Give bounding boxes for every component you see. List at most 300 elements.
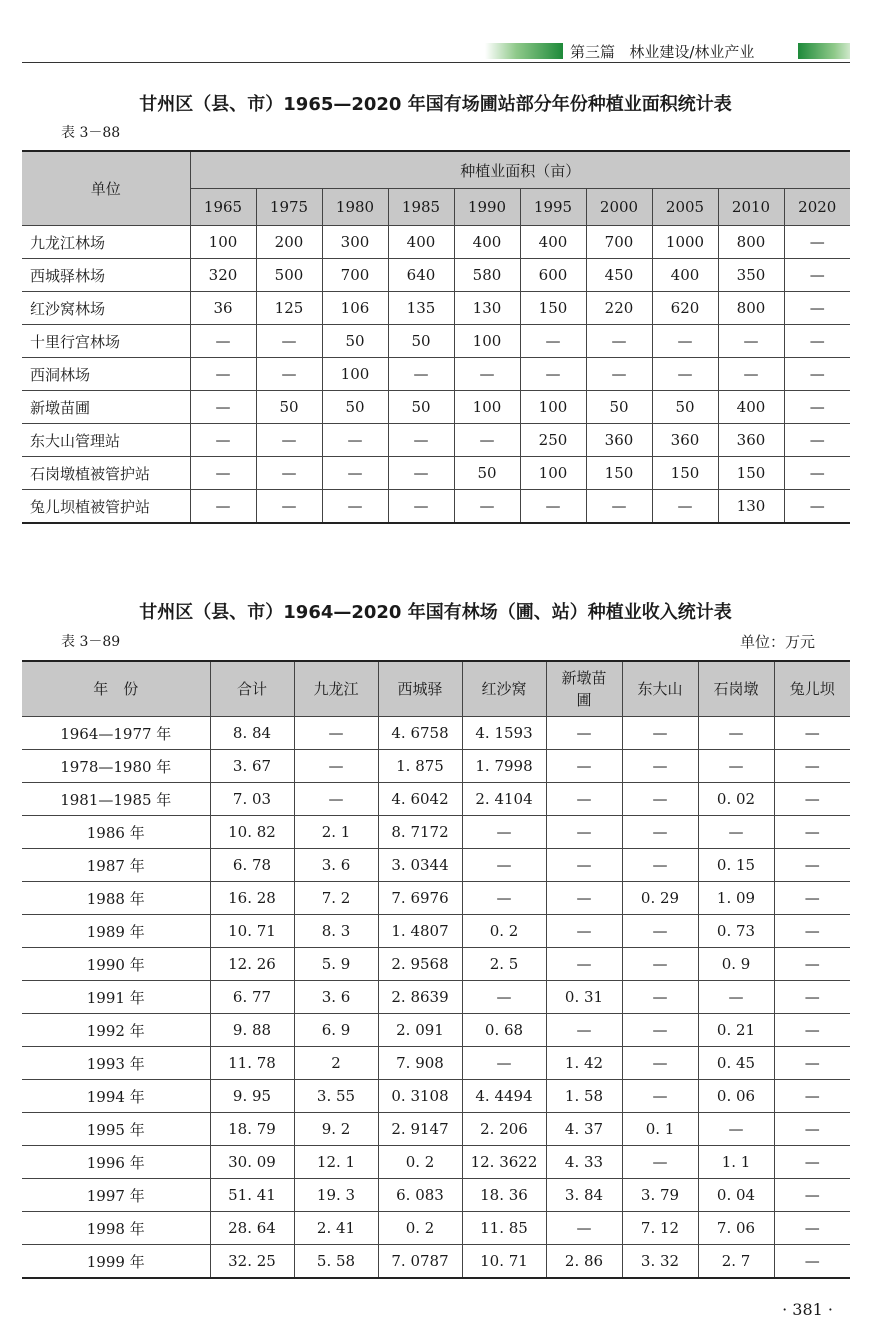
table2-row <box>22 1179 850 1212</box>
table1-value-cell: — <box>718 358 784 391</box>
table1-year-header: 2005 <box>652 189 718 226</box>
table1-value-cell: — <box>322 490 388 524</box>
table1-year-header: 2010 <box>718 189 784 226</box>
table2-row <box>22 1014 850 1047</box>
table1-value-cell: 100 <box>520 391 586 424</box>
table1-value-cell: 300 <box>322 226 388 259</box>
table1-year-header: 1980 <box>322 189 388 226</box>
page-number: · 381 · <box>782 1300 833 1319</box>
table2-value-cell: — <box>774 1047 850 1080</box>
table1-value-cell: 500 <box>256 259 322 292</box>
table2-value-cell: 30. 09 <box>210 1146 294 1179</box>
table1-value-cell: 130 <box>718 490 784 524</box>
table2-value-cell: — <box>546 717 622 750</box>
table2-value-cell: 5. 9 <box>294 948 378 981</box>
table2-value-cell: 6. 78 <box>210 849 294 882</box>
table2-value-cell: — <box>546 1014 622 1047</box>
table2-value-cell: — <box>698 816 774 849</box>
table2-value-cell: — <box>622 1047 698 1080</box>
table1-value-cell: 100 <box>520 457 586 490</box>
table1-value-cell: 620 <box>652 292 718 325</box>
table1-unit-cell: 西洞林场 <box>22 358 190 391</box>
table2-value-cell: 0. 1 <box>622 1113 698 1146</box>
table2-value-cell: — <box>698 717 774 750</box>
table1-value-cell: 100 <box>454 325 520 358</box>
table1-value-cell: 50 <box>388 391 454 424</box>
table2-value-cell: 2. 86 <box>546 1245 622 1279</box>
table2-value-cell: — <box>462 981 546 1014</box>
table1-group-header: 种植业面积（亩） <box>190 151 850 189</box>
table1-value-cell: 50 <box>388 325 454 358</box>
table2-year-cell: 1999 年 <box>22 1245 210 1279</box>
table2-row <box>22 1146 850 1179</box>
table2-title: 甘州区（县、市）1964—2020 年国有林场（圃、站）种植业收入统计表 <box>139 602 732 623</box>
table1-value-cell: 400 <box>520 226 586 259</box>
table2-column-header: 东大山 <box>622 661 698 717</box>
table2-value-cell: — <box>622 750 698 783</box>
table1-value-cell: 125 <box>256 292 322 325</box>
table2-row <box>22 882 850 915</box>
table2-value-cell: 0. 73 <box>698 915 774 948</box>
table1-value-cell: — <box>388 358 454 391</box>
table2-year-cell: 1964—1977 年 <box>22 717 210 750</box>
table1-value-cell: 100 <box>322 358 388 391</box>
table2-row <box>22 948 850 981</box>
table2-value-cell: 11. 85 <box>462 1212 546 1245</box>
table2-value-cell: 0. 2 <box>378 1146 462 1179</box>
table2-column-header: 合计 <box>210 661 294 717</box>
table1-value-cell: 50 <box>322 391 388 424</box>
table1-value-cell: — <box>190 490 256 524</box>
table1-year-header: 1990 <box>454 189 520 226</box>
table1-value-cell: 640 <box>388 259 454 292</box>
table1-value-cell: 400 <box>388 226 454 259</box>
table2-value-cell: 7. 12 <box>622 1212 698 1245</box>
table2-value-cell: — <box>622 1014 698 1047</box>
table2-value-cell: 1. 58 <box>546 1080 622 1113</box>
table1-row <box>22 490 850 524</box>
table1-value-cell: — <box>190 391 256 424</box>
page-header <box>22 40 850 62</box>
table2-year-cell: 1988 年 <box>22 882 210 915</box>
table2-value-cell: 7. 06 <box>698 1212 774 1245</box>
table2-column-header: 石岗墩 <box>698 661 774 717</box>
table1-unit-header: 单位 <box>22 151 190 226</box>
table2-value-cell: — <box>546 849 622 882</box>
table2-value-cell: 0. 31 <box>546 981 622 1014</box>
table2-value-cell: — <box>774 882 850 915</box>
table1-value-cell: — <box>388 490 454 524</box>
table1-value-cell: 400 <box>454 226 520 259</box>
table1-value-cell: 106 <box>322 292 388 325</box>
table1-year-header: 2020 <box>784 189 850 226</box>
table2-value-cell: — <box>622 1080 698 1113</box>
table2-value-cell: 5. 58 <box>294 1245 378 1279</box>
table2-value-cell: — <box>622 948 698 981</box>
table2-year-cell: 1992 年 <box>22 1014 210 1047</box>
table2-value-cell: 3. 6 <box>294 981 378 1014</box>
table1-unit-cell: 十里行宫林场 <box>22 325 190 358</box>
table2-value-cell: 2. 7 <box>698 1245 774 1279</box>
table2-value-cell: — <box>774 1146 850 1179</box>
table1-value-cell: — <box>454 490 520 524</box>
table1-value-cell: 50 <box>652 391 718 424</box>
table1-row <box>22 259 850 292</box>
table2-value-cell: 7. 908 <box>378 1047 462 1080</box>
table2-value-cell: 9. 88 <box>210 1014 294 1047</box>
table2-value-cell: 10. 71 <box>462 1245 546 1279</box>
table1-year-header: 1995 <box>520 189 586 226</box>
table2-year-cell: 1994 年 <box>22 1080 210 1113</box>
table1-value-cell: 360 <box>586 424 652 457</box>
table1-value-cell: — <box>520 490 586 524</box>
table2-column-header: 九龙江 <box>294 661 378 717</box>
table2-value-cell: — <box>294 717 378 750</box>
table1-unit-cell: 新墩苗圃 <box>22 391 190 424</box>
table1-value-cell: — <box>322 424 388 457</box>
table2-value-cell: 2. 206 <box>462 1113 546 1146</box>
table1-title: 甘州区（县、市）1965—2020 年国有场圃站部分年份种植业面积统计表 <box>139 94 732 115</box>
table2-value-cell: — <box>774 915 850 948</box>
table2-value-cell: — <box>774 1014 850 1047</box>
table1-year-header: 1975 <box>256 189 322 226</box>
table2-row <box>22 1245 850 1279</box>
table1-value-cell: — <box>520 325 586 358</box>
table2-value-cell: 16. 28 <box>210 882 294 915</box>
table2-value-cell: — <box>546 750 622 783</box>
table1-unit-cell: 西城驿林场 <box>22 259 190 292</box>
table2-row <box>22 1047 850 1080</box>
table2-value-cell: 8. 7172 <box>378 816 462 849</box>
header-green-bar-left <box>485 43 563 59</box>
table2-year-cell: 1991 年 <box>22 981 210 1014</box>
table2-value-cell: 2. 9147 <box>378 1113 462 1146</box>
table1-value-cell: 36 <box>190 292 256 325</box>
table1-row <box>22 457 850 490</box>
table2-value-cell: 10. 71 <box>210 915 294 948</box>
table2-value-cell: 0. 2 <box>462 915 546 948</box>
table1-value-cell: — <box>454 424 520 457</box>
table2-planting-income <box>22 660 850 1279</box>
table1-value-cell: 700 <box>586 226 652 259</box>
header-rule <box>22 62 850 63</box>
table2-value-cell: — <box>622 816 698 849</box>
table2-value-cell: — <box>546 1212 622 1245</box>
table2-value-cell: 2 <box>294 1047 378 1080</box>
table2-value-cell: 8. 84 <box>210 717 294 750</box>
table2-value-cell: — <box>546 816 622 849</box>
table2-value-cell: 19. 3 <box>294 1179 378 1212</box>
table1-year-header: 1985 <box>388 189 454 226</box>
table2-column-header: 年 份 <box>22 661 210 717</box>
table2-value-cell: — <box>294 750 378 783</box>
table2-value-cell: — <box>622 717 698 750</box>
table1-value-cell: 220 <box>586 292 652 325</box>
table2-row <box>22 915 850 948</box>
table2-value-cell: — <box>774 750 850 783</box>
table1-value-cell: — <box>784 424 850 457</box>
table2-column-header: 红沙窝 <box>462 661 546 717</box>
table1-value-cell: — <box>784 226 850 259</box>
table2-value-cell: 2. 41 <box>294 1212 378 1245</box>
table2-value-cell: 6. 083 <box>378 1179 462 1212</box>
table2-row <box>22 816 850 849</box>
table1-value-cell: 50 <box>322 325 388 358</box>
table2-value-cell: 0. 68 <box>462 1014 546 1047</box>
table2-year-cell: 1996 年 <box>22 1146 210 1179</box>
table2-value-cell: — <box>622 981 698 1014</box>
table2-value-cell: 3. 0344 <box>378 849 462 882</box>
table2-value-cell: — <box>462 1047 546 1080</box>
table1-value-cell: — <box>190 424 256 457</box>
table1-value-cell: — <box>256 457 322 490</box>
table2-value-cell: 11. 78 <box>210 1047 294 1080</box>
table2-value-cell: 3. 79 <box>622 1179 698 1212</box>
table2-value-cell: 3. 67 <box>210 750 294 783</box>
table2-value-cell: 3. 84 <box>546 1179 622 1212</box>
table1-value-cell: — <box>190 358 256 391</box>
header-text <box>570 41 754 62</box>
table2-value-cell: 3. 6 <box>294 849 378 882</box>
table1-year-header: 2000 <box>586 189 652 226</box>
table1-unit-cell: 东大山管理站 <box>22 424 190 457</box>
table1-value-cell: 100 <box>454 391 520 424</box>
table2-value-cell: 2. 4104 <box>462 783 546 816</box>
table2-value-cell: — <box>462 849 546 882</box>
table1-row <box>22 424 850 457</box>
table2-row <box>22 1080 850 1113</box>
table2-value-cell: 1. 875 <box>378 750 462 783</box>
table1-value-cell: — <box>190 457 256 490</box>
table2-row <box>22 981 850 1014</box>
table2-year-cell: 1978—1980 年 <box>22 750 210 783</box>
table2-row <box>22 717 850 750</box>
table2-value-cell: — <box>774 981 850 1014</box>
table2-value-cell: 7. 2 <box>294 882 378 915</box>
table2-number: 表 3－89 <box>61 634 121 650</box>
table2-value-cell: 32. 25 <box>210 1245 294 1279</box>
table1-value-cell: — <box>256 358 322 391</box>
table1-value-cell: 800 <box>718 292 784 325</box>
table2-value-cell: — <box>774 1245 850 1279</box>
table1-value-cell: 50 <box>256 391 322 424</box>
table2-value-cell: 0. 3108 <box>378 1080 462 1113</box>
table1-value-cell: — <box>784 292 850 325</box>
table2-value-cell: 2. 091 <box>378 1014 462 1047</box>
table1-value-cell: — <box>586 490 652 524</box>
table1-value-cell: — <box>784 490 850 524</box>
table1-value-cell: — <box>784 259 850 292</box>
table2-value-cell: 3. 32 <box>622 1245 698 1279</box>
table2-value-cell: — <box>698 1113 774 1146</box>
table1-value-cell: — <box>586 325 652 358</box>
table2-value-cell: 1. 4807 <box>378 915 462 948</box>
table1-value-cell: 50 <box>586 391 652 424</box>
table2-value-cell: 0. 02 <box>698 783 774 816</box>
table1-value-cell: 360 <box>652 424 718 457</box>
table2-value-cell: 0. 2 <box>378 1212 462 1245</box>
table2-year-cell: 1990 年 <box>22 948 210 981</box>
table2-value-cell: — <box>294 783 378 816</box>
table2-value-cell: 4. 4494 <box>462 1080 546 1113</box>
table1-value-cell: — <box>784 358 850 391</box>
table2-unit-label: 单位：万元 <box>739 633 815 651</box>
table1-row <box>22 292 850 325</box>
table1-unit-cell: 九龙江林场 <box>22 226 190 259</box>
table2-year-cell: 1993 年 <box>22 1047 210 1080</box>
table1-row <box>22 325 850 358</box>
table2-value-cell: 18. 36 <box>462 1179 546 1212</box>
table1-value-cell: 250 <box>520 424 586 457</box>
table1-value-cell: — <box>256 490 322 524</box>
table2-value-cell: — <box>622 915 698 948</box>
table1-value-cell: — <box>784 457 850 490</box>
table2-value-cell: — <box>546 948 622 981</box>
table2-value-cell: 1. 1 <box>698 1146 774 1179</box>
table1-unit-cell: 兔儿坝植被管护站 <box>22 490 190 524</box>
table1-value-cell: — <box>652 490 718 524</box>
table1-value-cell: — <box>454 358 520 391</box>
table1-value-cell: 50 <box>454 457 520 490</box>
table1-value-cell: 1000 <box>652 226 718 259</box>
table2-value-cell: 6. 77 <box>210 981 294 1014</box>
header-green-bar-right <box>798 43 850 59</box>
table1-value-cell: 600 <box>520 259 586 292</box>
table1-value-cell: — <box>784 391 850 424</box>
table1-planting-area <box>22 150 850 524</box>
table2-value-cell: 2. 1 <box>294 816 378 849</box>
table2-value-cell: 1. 42 <box>546 1047 622 1080</box>
table2-value-cell: — <box>774 783 850 816</box>
table2-value-cell: 9. 2 <box>294 1113 378 1146</box>
table1-value-cell: 400 <box>652 259 718 292</box>
table1-unit-cell: 石岗墩植被管护站 <box>22 457 190 490</box>
table1-value-cell: 800 <box>718 226 784 259</box>
table2-value-cell: 2. 9568 <box>378 948 462 981</box>
table1-value-cell: 350 <box>718 259 784 292</box>
table2-value-cell: 4. 6042 <box>378 783 462 816</box>
table1-value-cell: 135 <box>388 292 454 325</box>
table1-value-cell: 150 <box>520 292 586 325</box>
table2-value-cell: 1. 09 <box>698 882 774 915</box>
table2-row <box>22 849 850 882</box>
table2-value-cell: 7. 0787 <box>378 1245 462 1279</box>
table1-value-cell: 580 <box>454 259 520 292</box>
table2-column-header: 兔儿坝 <box>774 661 850 717</box>
table1-value-cell: — <box>586 358 652 391</box>
table1-value-cell: 150 <box>718 457 784 490</box>
table2-value-cell: 0. 9 <box>698 948 774 981</box>
table2-value-cell: — <box>774 1179 850 1212</box>
table2-value-cell: 12. 3622 <box>462 1146 546 1179</box>
table1-value-cell: — <box>652 358 718 391</box>
table2-year-cell: 1987 年 <box>22 849 210 882</box>
table2-value-cell: 8. 3 <box>294 915 378 948</box>
table2-value-cell: — <box>698 750 774 783</box>
table2-value-cell: 51. 41 <box>210 1179 294 1212</box>
table1-row <box>22 226 850 259</box>
table1-value-cell: — <box>388 457 454 490</box>
table1-value-cell: 130 <box>454 292 520 325</box>
table1-value-cell: 450 <box>586 259 652 292</box>
table2-value-cell: 0. 21 <box>698 1014 774 1047</box>
table2-value-cell: — <box>774 849 850 882</box>
table1-value-cell: — <box>784 325 850 358</box>
table2-value-cell: — <box>622 849 698 882</box>
table1-year-header: 1965 <box>190 189 256 226</box>
table2-year-cell: 1998 年 <box>22 1212 210 1245</box>
table2-year-cell: 1995 年 <box>22 1113 210 1146</box>
table2-value-cell: — <box>546 783 622 816</box>
table2-value-cell: 7. 03 <box>210 783 294 816</box>
table2-value-cell: — <box>774 816 850 849</box>
table2-value-cell: — <box>546 915 622 948</box>
table1-number: 表 3－88 <box>61 125 121 141</box>
table2-value-cell: 4. 6758 <box>378 717 462 750</box>
table2-year-cell: 1997 年 <box>22 1179 210 1212</box>
table2-value-cell: 0. 45 <box>698 1047 774 1080</box>
table2-column-header: 西城驿 <box>378 661 462 717</box>
table2-value-cell: 2. 8639 <box>378 981 462 1014</box>
table2-value-cell: 12. 26 <box>210 948 294 981</box>
table1-value-cell: 200 <box>256 226 322 259</box>
table1-value-cell: 400 <box>718 391 784 424</box>
table2-value-cell: 0. 06 <box>698 1080 774 1113</box>
table2-value-cell: 4. 33 <box>546 1146 622 1179</box>
table2-year-cell: 1981—1985 年 <box>22 783 210 816</box>
table2-value-cell: 6. 9 <box>294 1014 378 1047</box>
table2-value-cell: — <box>622 783 698 816</box>
table1-value-cell: — <box>256 424 322 457</box>
table2-value-cell: 0. 04 <box>698 1179 774 1212</box>
table2-row <box>22 783 850 816</box>
table2-value-cell: — <box>462 882 546 915</box>
table1-value-cell: 320 <box>190 259 256 292</box>
table2-row <box>22 1113 850 1146</box>
table2-row <box>22 1212 850 1245</box>
table2-value-cell: 7. 6976 <box>378 882 462 915</box>
table2-value-cell: 9. 95 <box>210 1080 294 1113</box>
table2-value-cell: — <box>774 717 850 750</box>
table2-value-cell: 10. 82 <box>210 816 294 849</box>
table1-value-cell: — <box>322 457 388 490</box>
table1-value-cell: 360 <box>718 424 784 457</box>
header-part: 第三篇 <box>570 43 616 61</box>
table2-value-cell: 0. 29 <box>622 882 698 915</box>
table2-value-cell: — <box>774 948 850 981</box>
table2-year-cell: 1986 年 <box>22 816 210 849</box>
table1-value-cell: — <box>256 325 322 358</box>
table2-value-cell: — <box>462 816 546 849</box>
table1-value-cell: — <box>520 358 586 391</box>
table1-row <box>22 358 850 391</box>
table2-value-cell: — <box>774 1080 850 1113</box>
table2-column-header: 新墩苗圃 <box>546 661 622 717</box>
table2-value-cell: 2. 5 <box>462 948 546 981</box>
table2-value-cell: — <box>774 1212 850 1245</box>
header-section: 林业建设/林业产业 <box>629 43 755 61</box>
table2-value-cell: — <box>546 882 622 915</box>
table2-value-cell: 28. 64 <box>210 1212 294 1245</box>
table1-value-cell: 700 <box>322 259 388 292</box>
table2-value-cell: 18. 79 <box>210 1113 294 1146</box>
table2-value-cell: 12. 1 <box>294 1146 378 1179</box>
table1-value-cell: — <box>388 424 454 457</box>
table2-value-cell: — <box>622 1146 698 1179</box>
table2-row <box>22 750 850 783</box>
table2-value-cell: 0. 15 <box>698 849 774 882</box>
table2-value-cell: 4. 37 <box>546 1113 622 1146</box>
